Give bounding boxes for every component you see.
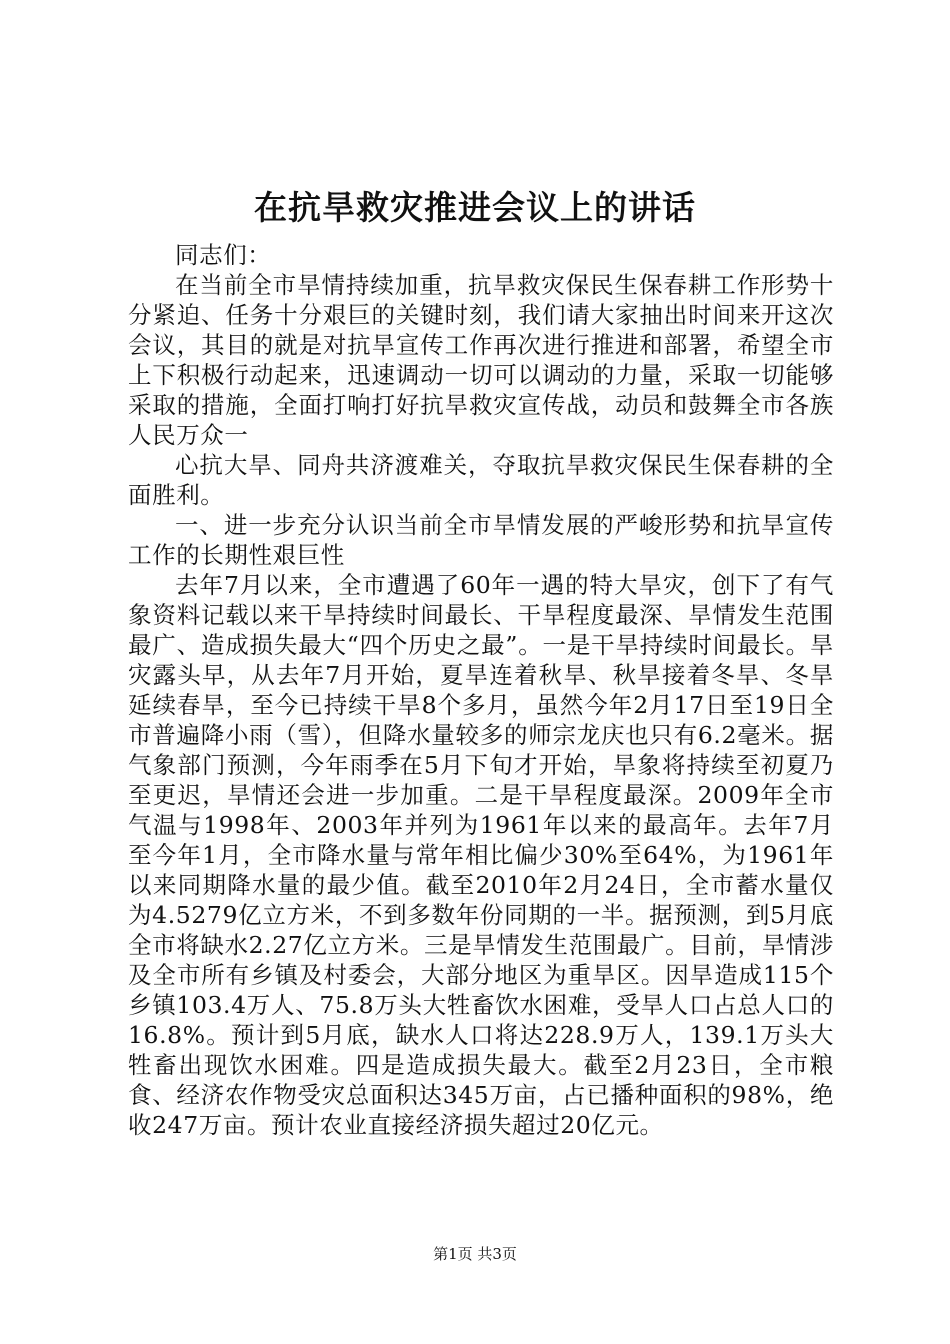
salutation: 同志们： [175, 241, 272, 269]
document-title: 在抗旱救灾推进会议上的讲话 [254, 188, 696, 227]
document-body [128, 240, 834, 1140]
paragraph-opening-continued: 心抗大旱、同舟共济渡难关，夺取抗旱救灾保民生保春耕的全面胜利。 [128, 451, 834, 509]
section-heading-1: 一、进一步充分认识当前全市旱情发展的严峻形势和抗旱宣传工作的长期性艰巨性 [128, 511, 834, 569]
page-footer: 第1页 共3页 [433, 1245, 517, 1263]
paragraph-drought-situation: 去年7月以来，全市遭遇了60年一遇的特大旱灾，创下了有气象资料记载以来干旱持续时间最长、干旱程度最深、旱情发生范围最广、造成损失最大“四个历史之最”。一是干旱持续时间最长。旱灾露头早，从去年7月开始，夏旱连着秋旱、秋旱接着冬旱、冬旱延续春旱，至今已持续干旱8个多月，虽然今年2月17日至19日全市普遍降小雨（雪），但降水量较多的师宗龙庆也只有6.2毫米。据气象部门预测，今年雨季在5月下旬才开始，旱象将持续至初夏乃至更迟，旱情还会进一步加重。二是干旱程度最深。2009年全市气温与1998年、2003年并列为1961年以来的最高年。去年7月至今年1月，全市降水量与常年相比偏少30%至64%，为1961年以来同期降水量的最少值。截至2010年2月24日，全市蓄水量仅为4.5279亿立方米，不到多数年份同期的一半。据预测，到5月底全市将缺水2.27亿立方米。三是旱情发生范围最广。目前，旱情涉及全市所有乡镇及村委会，大部分地区为重旱区。因旱造成115个乡镇103.4万人、75.8万头大牲畜饮水困难，受旱人口占总人口的16.8%。预计到5月底，缺水人口将达228.9万人，139.1万头大牲畜出现饮水困难。四是造成损失最大。截至2月23日，全市粮食、经济农作物受灾总面积达345万亩，占已播种面积的98%，绝收247万亩。预计农业直接经济损失超过20亿元。 [128, 571, 834, 1139]
paragraph-opening: 在当前全市旱情持续加重，抗旱救灾保民生保春耕工作形势十分紧迫、任务十分艰巨的关键时刻，我们请大家抽出时间来开这次会议，其目的就是对抗旱宣传工作再次进行推进和部署，希望全市上下积极行动起来，迅速调动一切可以调动的力量，采取一切能够采取的措施，全面打响打好抗旱救灾宣传战，动员和鼓舞全市各族人民万众一 [128, 271, 834, 449]
